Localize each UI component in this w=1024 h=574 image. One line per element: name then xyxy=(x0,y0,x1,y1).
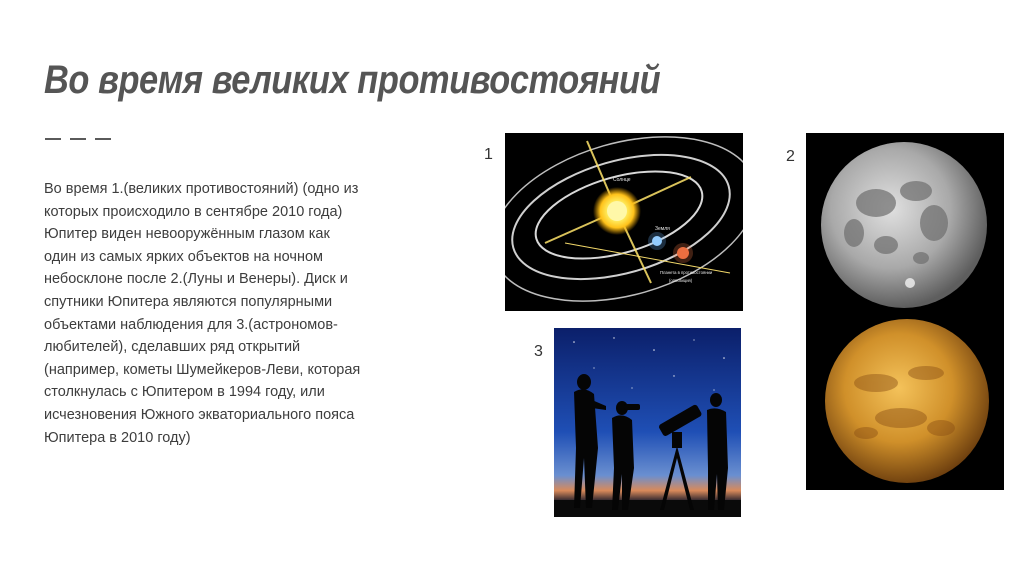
image-number-1: 1 xyxy=(484,146,493,163)
moon-venus-image xyxy=(806,133,1004,490)
image-number-2: 2 xyxy=(786,148,795,165)
body-paragraph: Во время 1.(великих противостояний) (одно из которых происходило в сентябре 2010 года) Юпитер виден невооружённым глазом как один из самых ярких объектов на ночном небосклоне после 2.(Луны и Венеры). Диск и спутники Юпитера являются популярными объектами наблюдения для 3.(астрономов-любителей), сделавших ряд открытий (например, кометы Шумейкеров-Леви, которая столкнулась с Юпитером в 1994 году, или исчезновения Южного экваториального пояса Юпитера в 2010 году) xyxy=(44,181,361,446)
astronomers-image xyxy=(554,328,741,517)
image-number-3: 3 xyxy=(534,343,543,360)
title-divider xyxy=(45,138,111,140)
venus-icon xyxy=(825,319,989,483)
planet-note-label: (оппозиция) xyxy=(669,278,693,283)
opposition-diagram-image xyxy=(505,133,743,311)
planet-label: Планета в противостоянии xyxy=(660,270,713,275)
slide-title: Во время великих противостояний xyxy=(44,58,661,102)
earth-label: Земля xyxy=(655,226,670,232)
sun-label: Солнце xyxy=(613,177,631,183)
